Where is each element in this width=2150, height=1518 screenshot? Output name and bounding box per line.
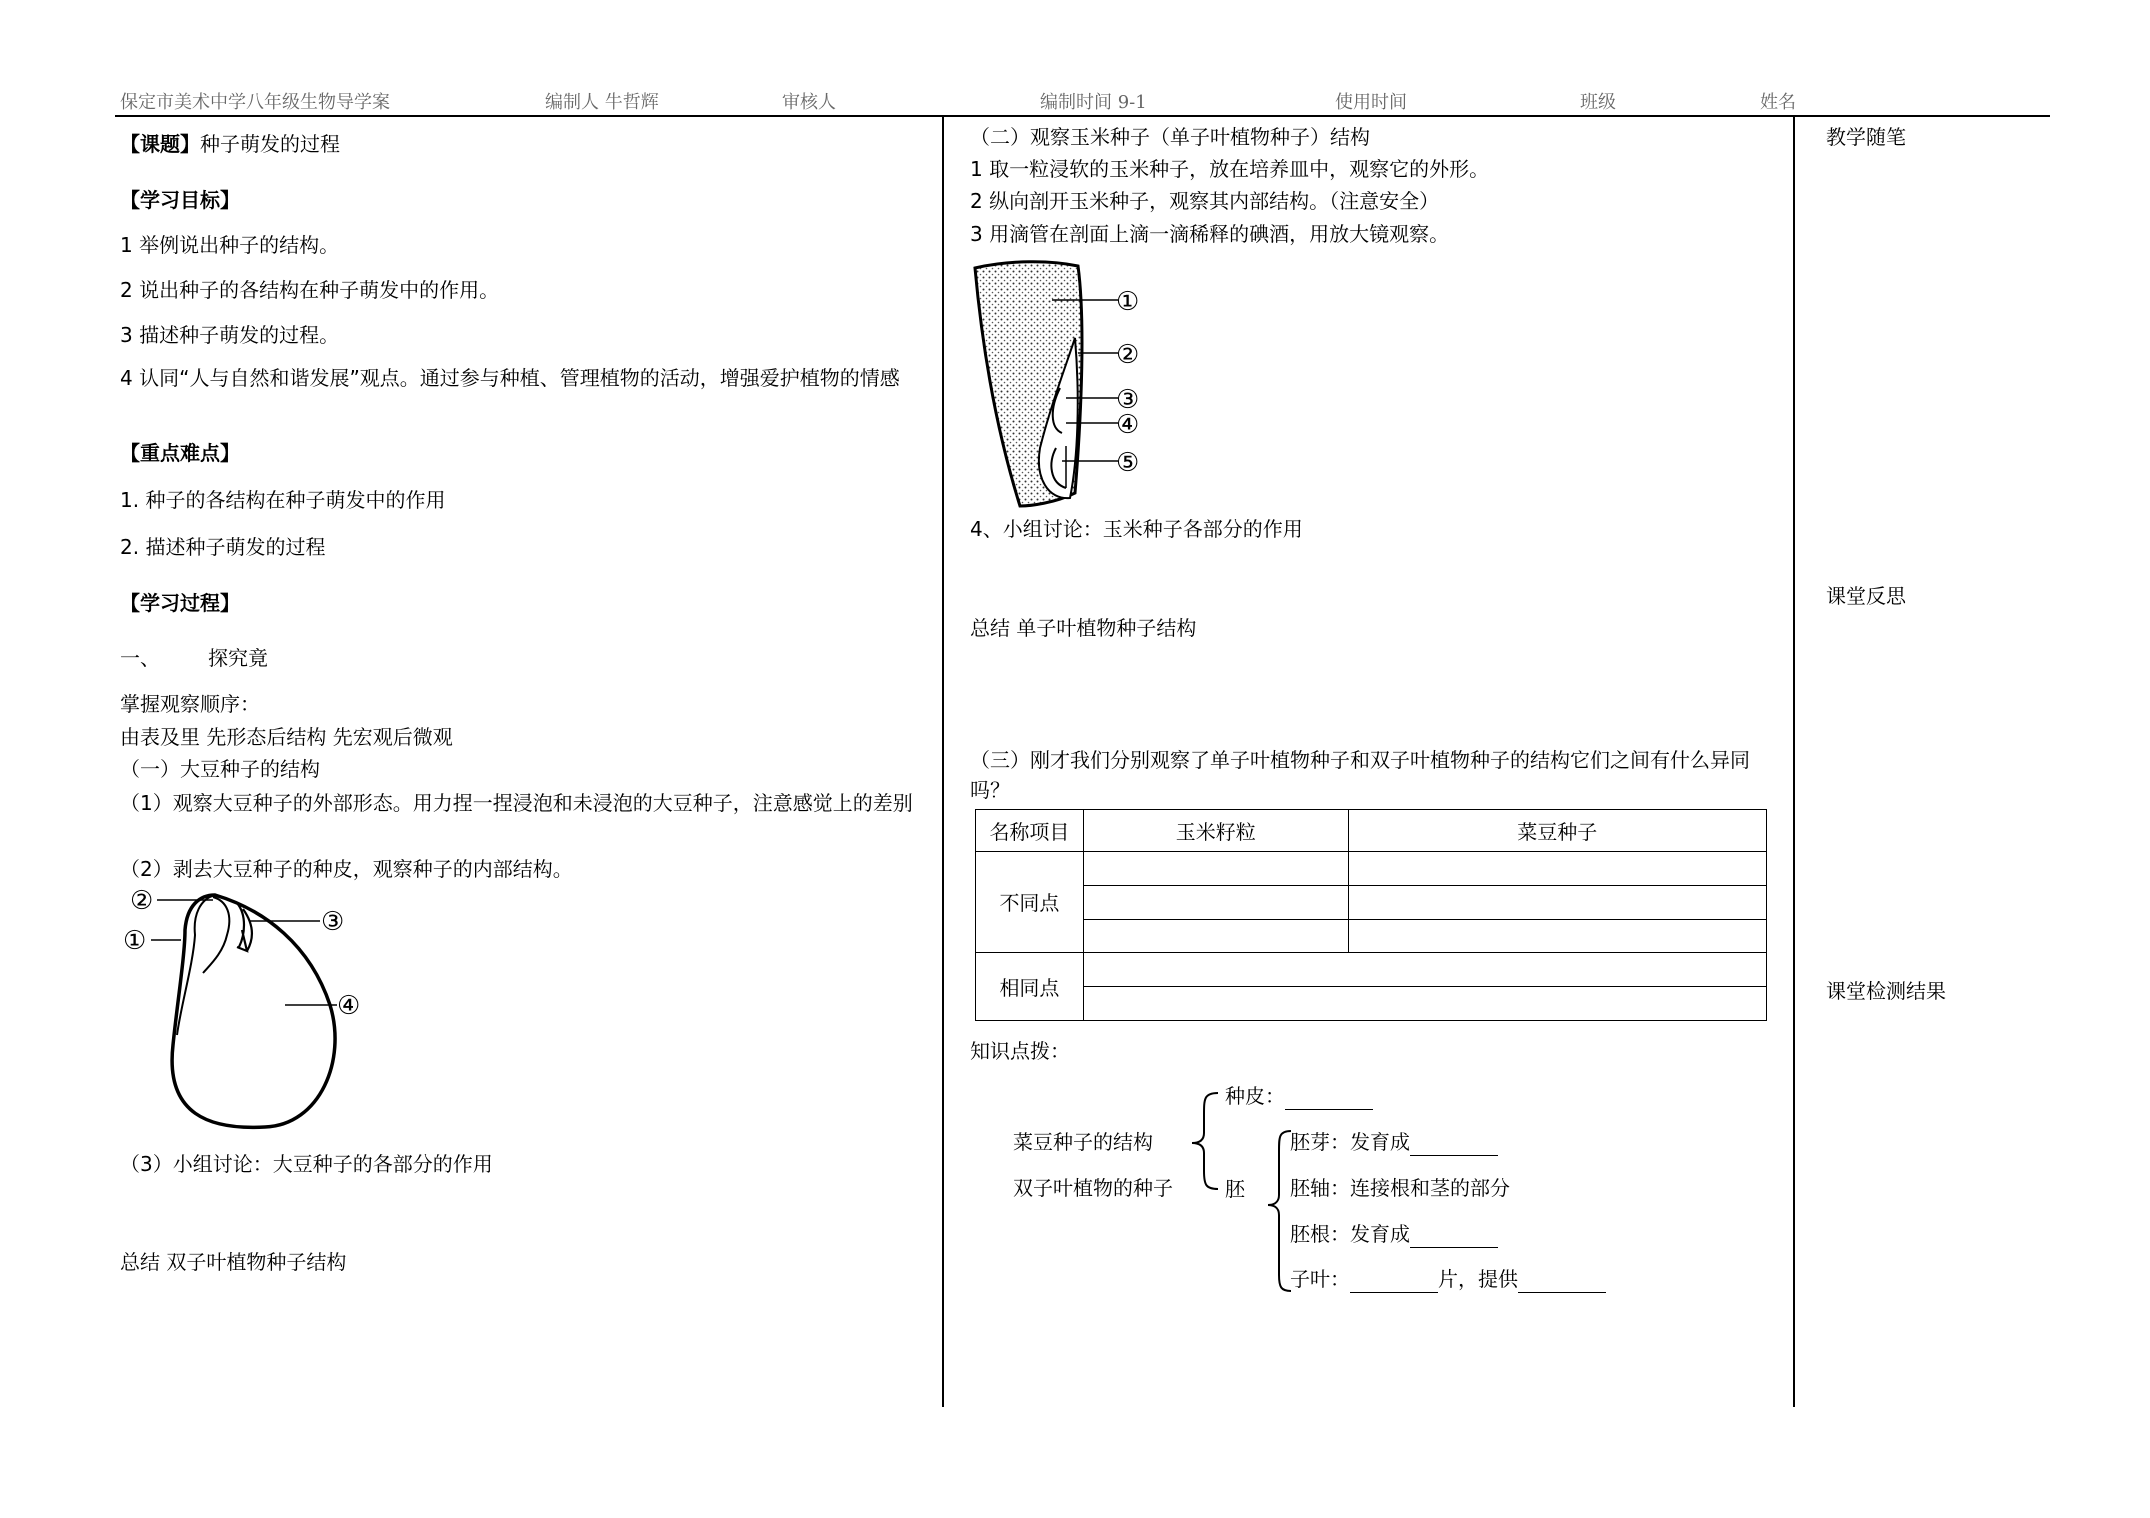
table-row <box>976 986 1767 1020</box>
tree-cotyledon <box>1290 1265 1606 1293</box>
part3-title: （三）刚才我们分别观察了单子叶植物种子和双子叶植物种子的结构它们之间有什么异同吗？ <box>970 748 1750 802</box>
table-header: 玉米籽粒 <box>1083 810 1348 852</box>
tree-hypocotyl: 胚轴：连接根和茎的部分 <box>1290 1176 1510 1200</box>
table-header: 菜豆种子 <box>1348 810 1766 852</box>
step2: （2）剥去大豆种子的种皮，观察种子的内部结构。 <box>120 857 573 881</box>
tree-cotyledon-label: 子叶： <box>1290 1267 1350 1291</box>
notes-label: 教学随笔 <box>1826 125 1906 149</box>
table-row <box>976 852 1767 886</box>
table-cell[interactable] <box>1083 886 1348 919</box>
comparison-table <box>975 809 1767 1021</box>
left-summary: 总结 双子叶植物种子结构 <box>120 1250 347 1274</box>
table-cell[interactable] <box>1083 952 1766 986</box>
process-title: 【学习过程】 <box>120 591 240 615</box>
goals-title: 【学习目标】 <box>120 188 240 212</box>
part2-step: 2 纵向剖开玉米种子，观察其内部结构。（注意安全） <box>970 189 1440 213</box>
bean-label: ③ <box>321 907 345 937</box>
table-row <box>976 886 1767 919</box>
part2-step: 1 取一粒浸软的玉米种子，放在培养皿中，观察它的外形。 <box>970 157 1490 181</box>
header-use-time: 使用时间 <box>1335 92 1407 113</box>
corn-label: ③ <box>1116 385 1140 415</box>
order-title: 掌握观察顺序： <box>120 692 260 716</box>
goal-item: 4 认同“人与自然和谐发展”观点。通过参与种植、管理植物的活动，增强爱护植物的情感 <box>120 366 900 390</box>
key-point: 1. 种子的各结构在种子萌发中的作用 <box>120 488 446 512</box>
step1: （1）观察大豆种子的外部形态。用力捏一捏浸泡和未浸泡的大豆种子，注意感觉上的差别 <box>120 791 913 815</box>
bean-seed-diagram <box>115 885 375 1135</box>
tree-root-dicot: 双子叶植物的种子 <box>1013 1176 1173 1200</box>
corn-label: ① <box>1116 287 1140 317</box>
part2-title: （二）观察玉米种子（单子叶植物种子）结构 <box>970 125 1370 149</box>
row-label-same: 相同点 <box>976 952 1084 1020</box>
tree-radicle <box>1290 1220 1498 1248</box>
step3: （3）小组讨论：大豆种子的各部分的作用 <box>120 1152 493 1176</box>
row-label-diff: 不同点 <box>976 852 1084 952</box>
table-row <box>976 810 1767 852</box>
tree-seed-coat-label: 种皮： <box>1225 1084 1285 1108</box>
topic-tag: 【课题】 <box>120 132 200 156</box>
key-title: 【重点难点】 <box>120 441 240 465</box>
part2-step4: 4、小组讨论：玉米种子各部分的作用 <box>970 517 1303 541</box>
table-row <box>976 952 1767 986</box>
test-result-label: 课堂检测结果 <box>1826 979 1946 1003</box>
header-school: 保定市美术中学八年级生物导学案 <box>120 92 390 113</box>
corn-seed-diagram <box>970 258 1170 508</box>
corn-label: ⑤ <box>1116 448 1140 478</box>
part2-step: 3 用滴管在剖面上滴一滴稀释的碘酒，用放大镜观察。 <box>970 222 1450 246</box>
key-point: 2. 描述种子萌发的过程 <box>120 535 326 559</box>
cotyledon-function-blank[interactable] <box>1518 1270 1606 1293</box>
table-cell[interactable] <box>1083 852 1348 886</box>
bean-label: ① <box>123 926 147 956</box>
middle-summary: 总结 单子叶植物种子结构 <box>970 616 1197 640</box>
header-class: 班级 <box>1580 92 1616 113</box>
topic-line <box>120 130 340 158</box>
plumule-blank[interactable] <box>1410 1133 1498 1156</box>
table-cell[interactable] <box>1083 919 1348 952</box>
tree-root-bean: 菜豆种子的结构 <box>1013 1130 1153 1154</box>
tree-brace-outer <box>1188 1085 1223 1195</box>
order-text: 由表及里 先形态后结构 先宏观后微观 <box>120 725 453 749</box>
reflection-label: 课堂反思 <box>1826 584 1906 608</box>
section-one-number: 一、 <box>120 646 160 670</box>
radicle-blank[interactable] <box>1410 1225 1498 1248</box>
goal-item: 1 举例说出种子的结构。 <box>120 233 340 257</box>
goal-item: 3 描述种子萌发的过程。 <box>120 323 340 347</box>
cotyledon-count-blank[interactable] <box>1350 1270 1438 1293</box>
header-name: 姓名 <box>1760 92 1796 113</box>
section-one-title: 探究竟 <box>208 646 268 670</box>
bean-label: ② <box>130 886 154 916</box>
part1-title: （一）大豆种子的结构 <box>120 757 320 781</box>
goal-item: 2 说出种子的各结构在种子萌发中的作用。 <box>120 278 500 302</box>
tree-embryo: 胚 <box>1225 1177 1245 1201</box>
header-editor: 编制人 牛哲辉 <box>545 92 659 113</box>
table-cell[interactable] <box>1083 986 1766 1020</box>
table-cell[interactable] <box>1348 919 1766 952</box>
corn-label: ④ <box>1116 410 1140 440</box>
header-rule <box>115 115 2050 117</box>
corn-label: ② <box>1116 340 1140 370</box>
tree-plumule <box>1290 1128 1498 1156</box>
tree-cotyledon-mid: 片，提供 <box>1438 1267 1518 1291</box>
tree-seed-coat <box>1225 1082 1373 1110</box>
table-cell[interactable] <box>1348 852 1766 886</box>
tree-radicle-label: 胚根：发育成 <box>1290 1222 1410 1246</box>
table-cell[interactable] <box>1348 886 1766 919</box>
bean-label: ④ <box>337 991 361 1021</box>
column-divider-right <box>1793 117 1795 1407</box>
column-divider-left <box>942 117 944 1407</box>
table-header: 名称项目 <box>976 810 1084 852</box>
tree-plumule-label: 胚芽：发育成 <box>1290 1130 1410 1154</box>
header-date: 编制时间 9-1 <box>1040 92 1147 113</box>
header-reviewer: 审核人 <box>782 92 836 113</box>
table-row <box>976 919 1767 952</box>
topic-title: 种子萌发的过程 <box>200 132 340 156</box>
seed-coat-blank[interactable] <box>1285 1087 1373 1110</box>
knowledge-title: 知识点拨： <box>970 1039 1070 1063</box>
